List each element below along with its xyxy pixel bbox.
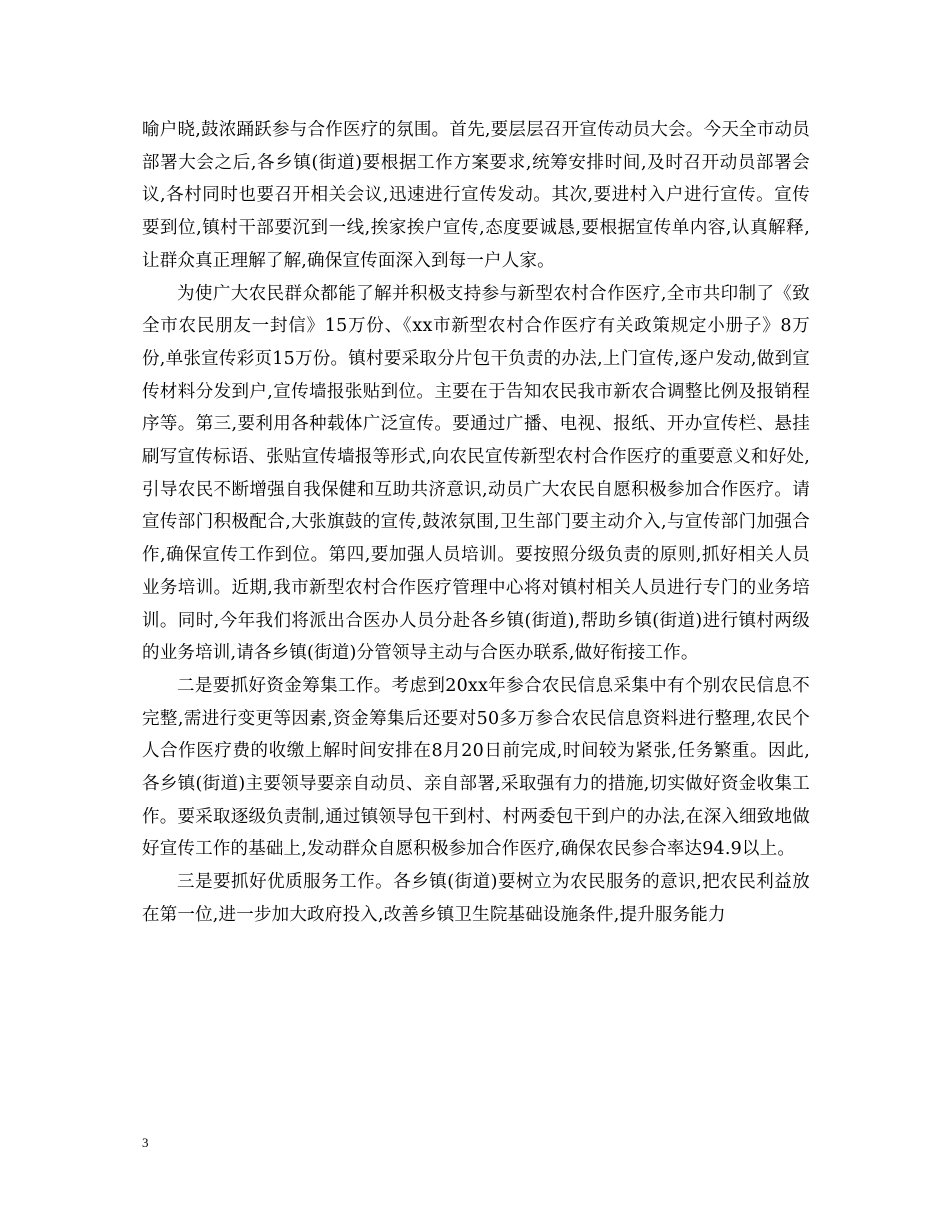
paragraph-3: 二是要抓好资金筹集工作。考虑到20xx年参合农民信息采集中有个别农民信息不完整,需进行变更等因素,资金筹集后还要对50多万参合农民信息资料进行整理,农民个人合作医疗费的收缴上解时间安排在8月20日前完成,时间较为紧张,任务繁重。因此,各乡镇(街道)主要领导要亲自动员、亲自部署,采取强有力的措施,切实做好资金收集工作。要采取逐级负责制,通过镇领导包干到村、村两委包干到户的办法,在深入细致地做好宣传工作的基础上,发动群众自愿积极参加合作医疗,确保农民参合率达94.9以上。 bbox=[142, 675, 810, 860]
document-body bbox=[142, 114, 810, 932]
paragraph-1: 喻户晓,鼓浓踊跃参与合作医疗的氛围。首先,要层层召开宣传动员大会。今天全市动员部署大会之后,各乡镇(街道)要根据工作方案要求,统筹安排时间,及时召开动员部署会议,各村同时也要召开相关会议,迅速进行宣传发动。其次,要进村入户进行宣传。宣传要到位,镇村干部要沉到一线,挨家挨户宣传,态度要诚恳,要根据宣传单内容,认真解释,让群众真正理解了解,确保宣传面深入到每一户人家。 bbox=[142, 120, 810, 271]
page-number: 3 bbox=[142, 1135, 149, 1150]
paragraph-2: 为使广大农民群众都能了解并积极支持参与新型农村合作医疗,全市共印制了《致全市农民朋友一封信》15万份、《xx市新型农村合作医疗有关政策规定小册子》8万份,单张宣传彩页15万份。镇村要采取分片包干负责的办法,上门宣传,逐户发动,做到宣传材料分发到户,宣传墙报张贴到位。主要在于告知农民我市新农合调整比例及报销程序等。第三,要利用各种载体广泛宣传。要通过广播、电视、报纸、开办宣传栏、悬挂刷写宣传标语、张贴宣传墙报等形式,向农民宣传新型农村合作医疗的重要意义和好处,引导农民不断增强自我保健和互助共济意识,动员广大农民自愿积极参加合作医疗。请宣传部门积极配合,大张旗鼓的宣传,鼓浓氛围,卫生部门要主动介入,与宣传部门加强合作,确保宣传工作到位。第四,要加强人员培训。要按照分级负责的原则,抓好相关人员业务培训。近期,我市新型农村合作医疗管理中心将对镇村相关人员进行专门的业务培训。同时,今年我们将派出合医办人员分赴各乡镇(街道),帮助乡镇(街道)进行镇村两级的业务培训,请各乡镇(街道)分管领导主动与合医办联系,做好衔接工作。 bbox=[142, 283, 810, 664]
paragraph-4: 三是要抓好优质服务工作。各乡镇(街道)要树立为农民服务的意识,把农民利益放在第一位,进一步加大政府投入,改善乡镇卫生院基础设施条件,提升服务能力 bbox=[142, 872, 810, 925]
